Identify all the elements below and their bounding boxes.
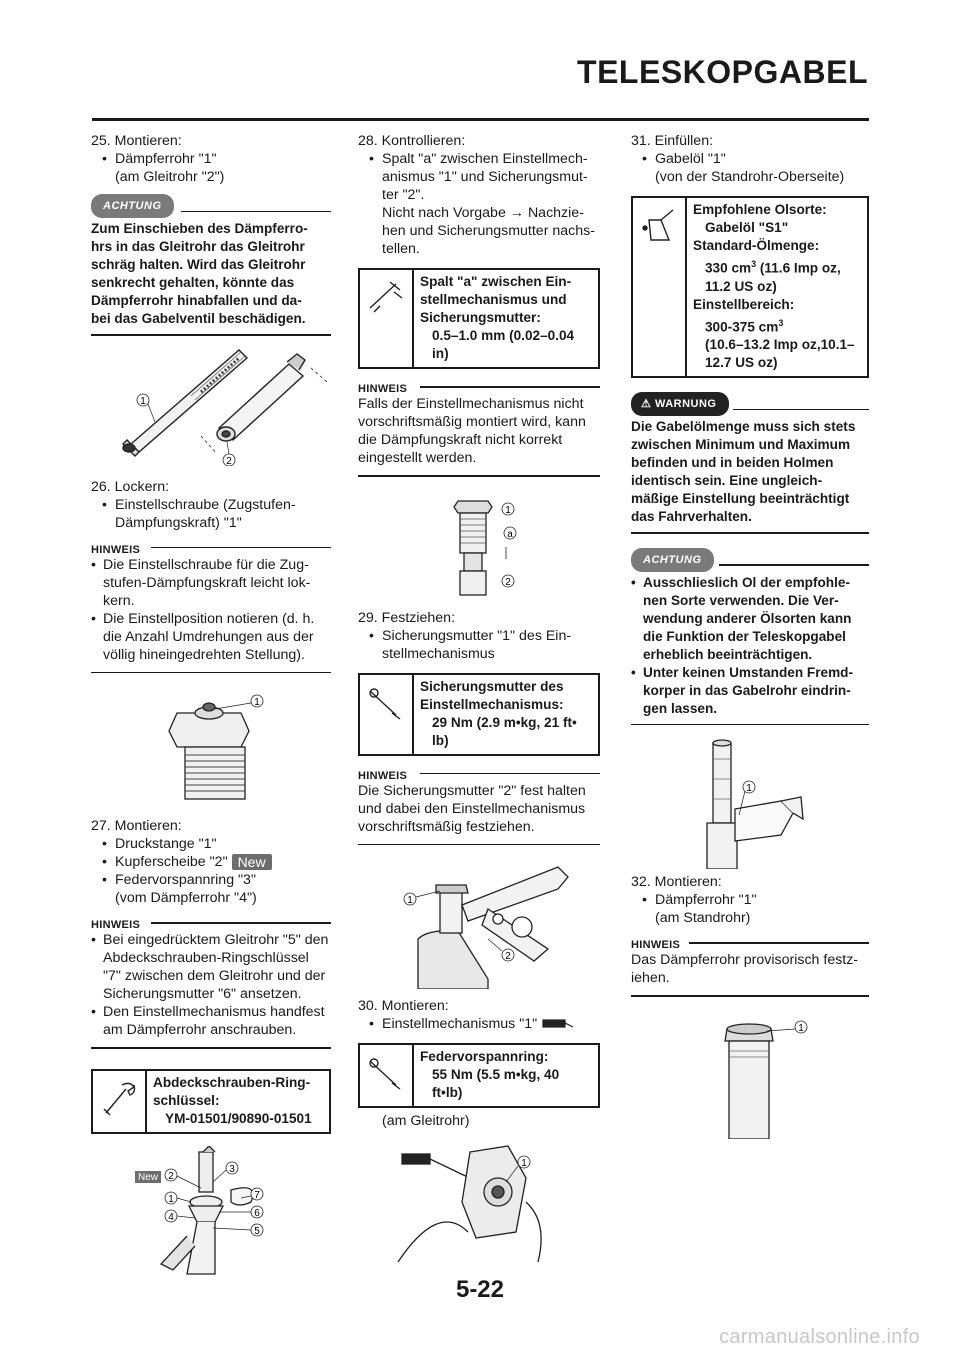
line: kern. (103, 592, 135, 609)
spec-value (693, 314, 855, 337)
callout-label: 2 (226, 455, 232, 466)
superscript: 3 (778, 317, 784, 328)
line: am Dämpferrohr anschrauben. (103, 1022, 297, 1038)
note-bullet (91, 610, 331, 664)
bullet: • Sicherungsmutter "1" des Ein- (358, 627, 600, 645)
bullet-cont: Dämpfungskraft) "1" (115, 514, 242, 531)
callout-label: 1 (168, 1193, 174, 1205)
bullet-cont: (vom Dämpferrohr "4") (115, 890, 257, 906)
step-30 (358, 997, 600, 1033)
hinweis-text (631, 951, 869, 987)
bullet-cont: stellmechanismus (382, 645, 495, 662)
column-2 (358, 132, 600, 1262)
bullet: • Einstellschraube (Zugstufen- (91, 496, 331, 514)
step-heading: 29. Festziehen: (358, 609, 456, 626)
line: schräg halten. Wird das Gleitrohr (91, 257, 306, 272)
line: wendung anderer Ölsorten kann (643, 610, 852, 626)
line: senkrecht gehalten, könnte das (91, 275, 295, 290)
line: völlig hineingedrehten Stellung). (103, 646, 305, 663)
figure-install-adjuster (358, 1142, 600, 1262)
line: vorschriftsmäßig festziehen. (358, 818, 535, 835)
divider (91, 672, 331, 674)
torque-wrench-icon (360, 1045, 414, 1106)
line: • Ausschlieslich Ol der empfohle- (643, 574, 850, 590)
spec-value: 11.2 US oz) (705, 278, 777, 294)
figure-adjuster-cap (91, 693, 331, 803)
callout-label: 7 (254, 1189, 260, 1201)
warnung-badge (631, 392, 729, 416)
figure-damper-inner-tube (631, 1019, 869, 1139)
divider (631, 724, 869, 726)
figure-adjuster-gap (358, 491, 600, 601)
tool-text (147, 1071, 317, 1132)
note-bullet (91, 1003, 331, 1039)
line: bei das Gabelventil beschädigen. (91, 311, 306, 326)
line: Federvorspannring: (420, 1049, 549, 1064)
new-badge: New (232, 854, 272, 870)
tool-number: YM-01501/90890-01501 (165, 1110, 312, 1126)
line: befinden und in beiden Holmen (631, 455, 834, 471)
hinweis-header (358, 766, 600, 782)
callout-label: 2 (505, 951, 511, 962)
line: Spalt "a" zwischen Ein- (420, 274, 572, 289)
line: • Die Einstellposition notieren (d. h. (103, 610, 315, 627)
hinweis-label: HINWEIS (358, 383, 411, 395)
hinweis-label: HINWEIS (91, 919, 144, 931)
step-heading: 27. Montieren: (91, 818, 182, 834)
divider (181, 211, 331, 213)
torque-wrench-icon (541, 1017, 575, 1031)
line: Die Gabelölmenge muss sich stets (631, 419, 856, 435)
divider (420, 386, 600, 388)
spec-value: 29 Nm (2.9 m•kg, 21 ft• (432, 714, 577, 730)
divider (689, 942, 869, 944)
hinweis-text (358, 395, 600, 467)
bullet-cont (358, 204, 600, 222)
achtung-text (91, 220, 331, 328)
achtung-badge: ACHTUNG (631, 548, 714, 572)
figure-damper-rod (91, 336, 331, 466)
step-26 (91, 478, 331, 532)
bullet-cont: anismus "1" und Sicherungsmut- (382, 169, 588, 185)
achtung-header (631, 548, 869, 570)
step-heading: 31. Einfüllen: (631, 133, 714, 149)
spec-value: 55 Nm (5.5 m•kg, 40 (432, 1067, 560, 1082)
step-heading: 32. Montieren: (631, 874, 722, 891)
step-25 (91, 132, 331, 186)
line: • Die Einstellschraube für die Zug- (103, 556, 309, 573)
callout-label: 1 (746, 783, 752, 795)
bullet-cont: hen und Sicherungsmutter nachs- (382, 223, 595, 239)
spec-value: 12.7 US oz) (705, 355, 778, 371)
line: • Bei eingedrücktem Gleitrohr "5" den (103, 932, 329, 948)
line: Standard-Ölmenge: (693, 238, 820, 253)
bullet-cont: (am Gleitrohr "2") (115, 169, 225, 185)
callout-label: 6 (254, 1207, 260, 1219)
hinweis-text (91, 556, 331, 664)
spec-value (693, 255, 855, 278)
line: stufen-Dämpfungskraft leicht lok- (103, 574, 311, 591)
arrow-right-icon: → (509, 205, 524, 221)
wrench-icon (93, 1071, 147, 1132)
caliper-icon (360, 270, 414, 367)
spec-box-locknut-torque (358, 673, 600, 756)
line: mäßige Einstellung beeinträchtigt (631, 491, 850, 507)
bullet-cont: (am Standrohr) (655, 910, 751, 927)
oil-can-icon (633, 198, 687, 376)
line: Die Sicherungsmutter "2" fest halten (358, 782, 586, 799)
step-heading: 26. Lockern: (91, 478, 170, 495)
tool-box (91, 1069, 331, 1134)
warnung-label: WARNUNG (654, 398, 717, 411)
line: Sicherungsmutter des (420, 678, 564, 694)
warnung-text (631, 418, 869, 526)
bullet (91, 853, 331, 871)
watermark: carmanualsonline.info (719, 1326, 920, 1348)
bullet: • Federvorspannring "3" (91, 871, 331, 889)
note-bullet (91, 556, 331, 610)
divider (151, 922, 331, 924)
bullet: • Spalt "a" zwischen Einstellmech- (358, 150, 600, 168)
divider (151, 547, 331, 549)
divider (631, 532, 869, 534)
hinweis-label: HINWEIS (631, 939, 684, 951)
line: hrs in das Gleitrohr das Gleitrohr (91, 239, 305, 254)
column-1 (91, 132, 331, 1276)
bullet: • Gabelöl "1" (631, 150, 869, 168)
line: Sicherungsmutter "6" ansetzen. (103, 986, 302, 1002)
bullet (358, 1015, 600, 1033)
callout-label: a (507, 528, 513, 540)
hinweis-header (358, 379, 600, 395)
new-tag-label: New (137, 1171, 159, 1183)
hinweis-header (91, 915, 331, 931)
callout-label: 1 (140, 395, 146, 407)
divider (91, 1047, 331, 1049)
line: identisch sein. Eine ungleich- (631, 473, 823, 489)
spec-value: 0.5–1.0 mm (0.02–0.04 (432, 328, 575, 343)
spec-value: Gabelöl "S1" (705, 220, 789, 235)
bullet-cont: (von der Standrohr-Oberseite) (655, 169, 845, 185)
spec-value: in) (432, 346, 449, 361)
line: nen Sorte verwenden. Die Ver- (643, 592, 839, 608)
divider (733, 409, 869, 411)
callout-label: 1 (407, 895, 413, 906)
spec-box-gap (358, 268, 600, 369)
line: • Den Einstellmechanismus handfest (103, 1004, 325, 1020)
bullet: • Dämpferrohr "1" (91, 150, 331, 168)
spec-text (414, 675, 582, 754)
torque-wrench-icon (360, 675, 414, 754)
line: das Fahrverhalten. (631, 509, 752, 525)
page-number: 5-22 (455, 1276, 505, 1303)
callout-label: 1 (505, 504, 511, 516)
line: und dabei den Einstellmechanismus (358, 800, 586, 817)
step-29 (358, 609, 600, 663)
warning-triangle-icon: ⚠ (641, 398, 652, 411)
callout-label: 1 (798, 1022, 804, 1034)
hinweis-header (91, 540, 331, 556)
superscript: 3 (751, 259, 757, 269)
achtung-text (631, 574, 869, 718)
line: die Funktion der Teleskopgabel (643, 628, 846, 644)
spec-value: ft•lb) (432, 1085, 463, 1100)
hinweis-text (358, 782, 600, 836)
achtung-badge: ACHTUNG (91, 194, 174, 218)
hinweis-header (631, 935, 869, 951)
line: • Unter keinen Umstanden Fremd- (643, 664, 853, 680)
note-bullet (631, 664, 869, 718)
figure-assembly (91, 1146, 331, 1276)
line: gen lassen. (643, 700, 718, 716)
note-bullet (631, 574, 869, 664)
line: iehen. (631, 970, 670, 987)
callout-label: 5 (254, 1225, 260, 1237)
divider (358, 844, 600, 846)
hinweis-label: HINWEIS (358, 770, 411, 782)
achtung-header (91, 194, 331, 216)
spec-value: (10.6–13.2 Imp oz,10.1– (705, 337, 855, 353)
spec-text (687, 198, 860, 376)
line: korper in das Gabelrohr eindrin- (643, 682, 851, 698)
step-31 (631, 132, 869, 186)
divider (631, 995, 869, 997)
bullet-cont: (am Gleitrohr) (382, 1113, 470, 1129)
line-part: Nicht nach Vorgabe (382, 205, 506, 221)
value-part: 300-375 cm (705, 319, 779, 335)
step-heading: 30. Montieren: (358, 998, 449, 1014)
line: zwischen Minimum und Maximum (631, 437, 851, 453)
line: Das Dämpferrohr provisorisch festz- (631, 952, 859, 969)
line-part: Nachzie- (527, 205, 584, 221)
spec-box-oil (631, 196, 869, 378)
hinweis-label: HINWEIS (91, 544, 144, 556)
bullet-cont: tellen. (382, 241, 420, 257)
spec-text (414, 270, 579, 367)
header-rule (92, 118, 869, 121)
line: stellmechanismus und (420, 292, 567, 307)
step-32 (631, 873, 869, 927)
step-27 (91, 817, 331, 907)
bullet-text: Kupferscheibe "2" (115, 854, 228, 870)
bullet-text: Einstellmechanismus "1" (382, 1016, 538, 1032)
figure-tighten-locknut (358, 859, 600, 989)
note-bullet (91, 931, 331, 1003)
step-heading: 25. Montieren: (91, 133, 182, 149)
divider (420, 773, 600, 775)
step-heading: 28. Kontrollieren: (358, 133, 466, 149)
bullet: • Dämpferrohr "1" (631, 891, 869, 909)
line: erheblich beeinträchtigen. (643, 646, 813, 662)
line: die Anzahl Umdrehungen aus der (103, 628, 314, 645)
hinweis-text (91, 931, 331, 1039)
line: die Dämpfungskraft nicht korrekt (358, 432, 563, 448)
column-3 (631, 132, 869, 1139)
callout-label: 1 (254, 697, 260, 708)
spec-value: lb) (432, 732, 449, 748)
step-28 (358, 132, 600, 258)
warnung-header (631, 392, 869, 414)
page-title: TELESKOPGABEL (577, 54, 868, 90)
line: schlüssel: (153, 1092, 220, 1108)
figure-fill-oil (631, 739, 869, 869)
divider (719, 564, 869, 566)
line: Einstellbereich: (693, 296, 795, 312)
line: vorschriftsmäßig montiert wird, kann (358, 414, 586, 430)
callout-label: 2 (168, 1170, 174, 1182)
bullet-cont: ter "2". (382, 187, 425, 203)
line: Abdeckschrauben-Ringschlüssel (103, 950, 309, 966)
line: Sicherungsmutter: (420, 310, 541, 325)
value-part: (11.6 Imp oz, (756, 260, 841, 276)
spec-box-preload-ring (358, 1043, 600, 1108)
line: Zum Einschieben des Dämpferro- (91, 221, 308, 236)
line: Falls der Einstellmechanismus nicht (358, 396, 584, 412)
value-part: 330 cm (705, 260, 752, 276)
spec-text (414, 1045, 564, 1106)
callout-label: 3 (229, 1163, 235, 1175)
divider (358, 475, 600, 477)
callout-label: 1 (521, 1158, 527, 1169)
line: Dämpferrohr hinabfallen und da- (91, 293, 302, 308)
line: "7" zwischen dem Gleitrohr und der (103, 968, 326, 984)
line: Einstellmechanismus: (420, 696, 564, 712)
line: Empfohlene Olsorte: (693, 202, 827, 217)
callout-label: 2 (505, 576, 511, 588)
line: Abdeckschrauben-Ring- (153, 1074, 311, 1090)
line: eingestellt werden. (358, 450, 477, 466)
callout-label: 4 (168, 1211, 174, 1223)
bullet: • Druckstange "1" (91, 835, 331, 853)
